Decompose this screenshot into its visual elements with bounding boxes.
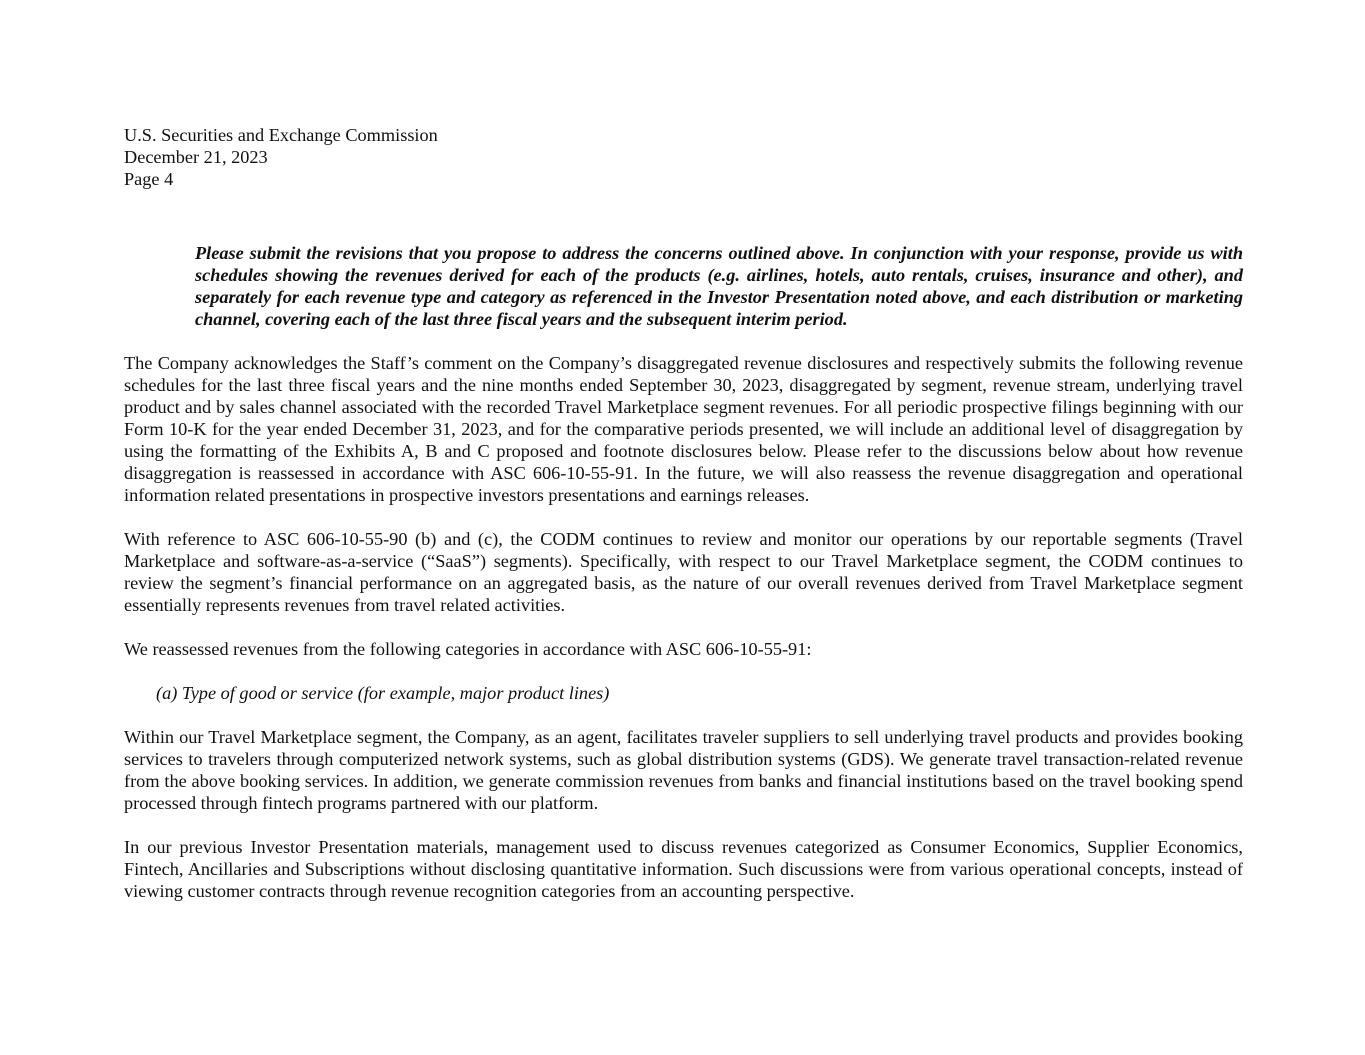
staff-comment: Please submit the revisions that you propose to address the concerns outlined above. In conjunction with your response, provide us with schedules showing the revenues derived for each of the products (e.g. airlines, hotels, auto rentals, cruises, insurance and other), and separately for each revenue type and category as referenced in the Investor Presentation noted above, and each distribution or marketing channel, covering each of the last three fiscal years and the subsequent interim period.: [195, 243, 1243, 329]
recipient-line: U.S. Securities and Exchange Commission: [124, 125, 438, 145]
response-paragraph-2: With reference to ASC 606-10-55-90 (b) and (c), the CODM continues to review and monitor our operations by our reportable segments (Travel Marketplace and software-as-a-service (“SaaS”) segments). Specifically, with respect to our Travel Marketplace segment, the CODM continues to review the segment’s financial performance on an aggregated basis, as the nature of our overall revenues derived from Travel Marketplace segment essentially represents revenues from travel related activities.: [124, 529, 1243, 615]
subheading-a: (a) Type of good or service (for example, major product lines): [156, 683, 610, 703]
response-paragraph-5: In our previous Investor Presentation materials, management used to discuss revenues categorized as Consumer Economics, Supplier Economics, Fintech, Ancillaries and Subscriptions without disclosing quantitative information. Such discussions were from various operational concepts, instead of viewing customer contracts through revenue recognition categories from an accounting perspective.: [124, 837, 1243, 901]
response-paragraph-3: We reassessed revenues from the following categories in accordance with ASC 606-10-55-91:: [124, 639, 812, 659]
page-number: Page 4: [124, 169, 174, 189]
response-paragraph-4: Within our Travel Marketplace segment, the Company, as an agent, facilitates traveler suppliers to sell underlying travel products and provides booking services to travelers through computerized network systems, such as global distribution systems (GDS). We generate travel transaction-related revenue from the above booking services. In addition, we generate commission revenues from banks and financial institutions based on the travel booking spend processed through fintech programs partnered with our platform.: [124, 727, 1243, 813]
date-line: December 21, 2023: [124, 147, 268, 167]
letter-header: [124, 124, 1243, 190]
response-paragraph-1: The Company acknowledges the Staff’s comment on the Company’s disaggregated revenue disclosures and respectively submits the following revenue schedules for the last three fiscal years and the nine months ended September 30, 2023, disaggregated by segment, revenue stream, underlying travel product and by sales channel associated with the recorded Travel Marketplace segment revenues. For all periodic prospective filings beginning with our Form 10-K for the year ended December 31, 2023, and for the comparative periods presented, we will include an additional level of disaggregation by using the formatting of the Exhibits A, B and C proposed and footnote disclosures below. Please refer to the discussions below about how revenue disaggregation is reassessed in accordance with ASC 606-10-55-91. In the future, we will also reassess the revenue disaggregation and operational information related presentations in prospective investors presentations and earnings releases.: [124, 353, 1243, 505]
document-page: [124, 124, 1243, 924]
